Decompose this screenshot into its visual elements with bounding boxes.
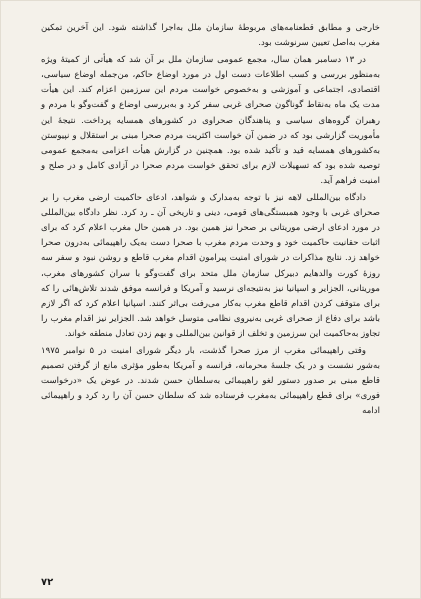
paragraph-4: وقتی راهپیمائی مغرب از مرز صحرا گذشت، بار دیگر شورای امنیت در ۵ نوامبر ۱۹۷۵ به‌شور نشست و در یک جلسهٔ محرمانه، فرانسه و آمریکا به‌طور مؤثری مانع از گرفتن تصمیم قاطع مبنی بر صدور دستور لغو راهپیمائی به‌سلطان حسن شدند. در عوض یک «درخواست فوری» برای قطع راهپیمائی به‌مغرب فرستاده شد که سلطان حسن آن را رد کرد و راهپیمائی ادامه	[41, 345, 380, 417]
paragraph-1: خارجی و مطابق قطعنامه‌های مربوطهٔ سازمان ملل به‌اجرا گذاشته شود. این آخرین تمکین مغرب به‌اصل تعیین سرنوشت بود.	[41, 23, 380, 49]
paragraph-3: دادگاه بین‌المللی لاهه نیز با توجه به‌مدارک و شواهد، ادعای حاکمیت ارضی مغرب را بر صحرای غربی با وجود همبستگی‌های قومی، دینی و تاریخی آن ـ رد کرد. نظر دادگاه بین‌المللی در مورد ادعای ارضی موریتانی بر صحرا نیز همین بود. در همین حال مغرب اعلام کرد که برای اثبات حقانیت حاکمیت خود و وحدت مردم مغرب با صحرا دست به‌یک راهپیمائی به‌درون صحرا خواهد زد. نتایج مذاکرات در شورای امنیت پیرامون اقدام مغرب قاطع و روشن نبود و سفر سه روزهٔ کورت والدهایم دبیرکل سازمان ملل متحد برای گفت‌وگو با سران کشورهای مغرب، موریتانی، الجزایر و اسپانیا نیز به‌نتیجه‌ای نرسید و آمریکا و فرانسه موفق شدند تلاش‌هائی را که برای متوقف کردن اقدام قاطع مغرب به‌کار می‌رفت بی‌اثر کنند. اسپانیا اعلام کرد که اگر لازم باشد برای دفاع از صحرای غربی به‌نیروی نظامی متوسل خواهد شد. الجزایر نیز اقدام مغرب را تجاوز به‌حاکمیت این سرزمین و تخلف از قوانین بین‌المللی و بهم زدن تعادل منطقه خواند.	[41, 193, 380, 339]
paragraph-2: در ۱۳ دسامبر همان سال، مجمع عمومی سازمان ملل بر آن شد که هیأتی از کمیتهٔ ویژه به‌منظور بررسی و کسب اطلاعات دست اول در مورد اوضاع حاکم، من‌جمله اوضاع سیاسی، اقتصادی، اجتماعی و آموزشی و به‌خصوص خواست مردم این سرزمین اعزام کند. این هیأت مدت یک ماه به‌نقاط گوناگون صحرای غربی سفر کرد و به‌بررسی اوضاع و گفت‌وگو با مردم و رهبران گروه‌های سیاسی و پناهندگان صحراوی در کشورهای همسایه پرداخت. نتیجهٔ این مأموریت گزارشی بود که در ضمن آن خواست اکثریت مردم صحرا مبنی بر استقلال و نپیوستن به‌کشورهای همسایه قید و تأکید شده بود. همچنین در گزارش هیأت اعزامی به‌مجمع عمومی توصیه شده بود که تسهیلات لازم برای تحقق خواست مردم صحرا در آزادی کامل و در صلح و امنیت فراهم آید.	[41, 55, 380, 186]
body-text	[41, 21, 380, 564]
page-number: ۷۲	[41, 577, 54, 588]
